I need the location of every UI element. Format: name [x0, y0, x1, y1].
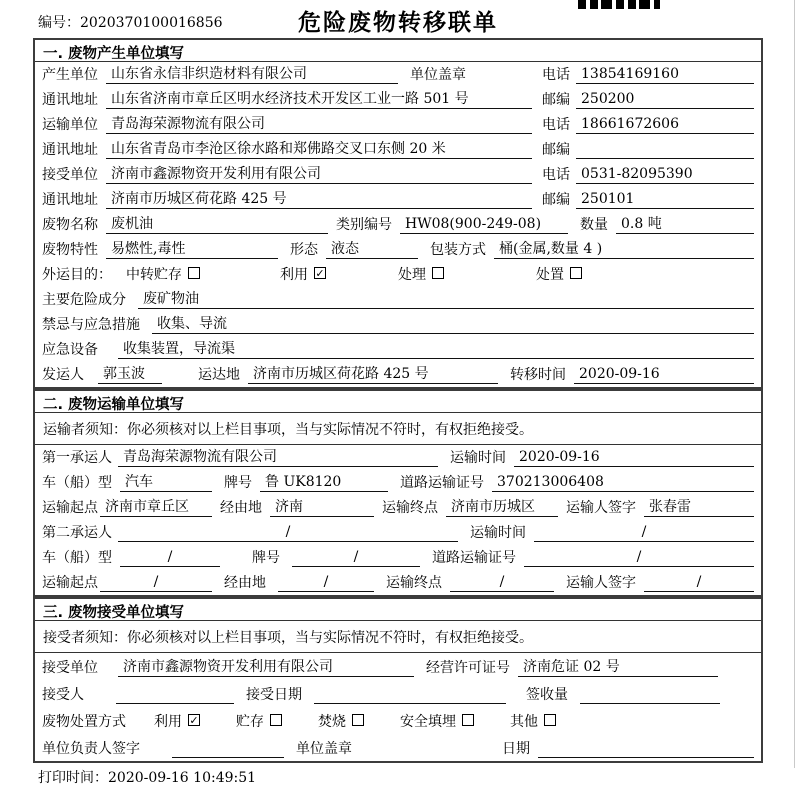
- option-label: 中转贮存: [126, 267, 182, 283]
- field-value: /: [534, 524, 754, 542]
- field-label: 形态: [290, 242, 318, 258]
- field-value: 0531-82095390: [576, 166, 754, 184]
- row-second-vehicle: [35, 545, 761, 570]
- option-treat: [398, 264, 444, 284]
- page-right-edge: [794, 0, 795, 768]
- field-label: 经由地: [220, 500, 262, 516]
- row-first-carrier: [35, 445, 761, 470]
- field-label: 签收量: [526, 687, 568, 703]
- option-store: [236, 711, 282, 731]
- field-value: 0.8 吨: [616, 213, 754, 234]
- field-label: 运达地: [198, 367, 240, 383]
- row-transport-address: [35, 137, 761, 162]
- field-label: 运输时间: [470, 525, 526, 541]
- field-value: 桶(金属,数量 4 ): [494, 238, 754, 259]
- row-waste-name: [35, 212, 761, 237]
- field-label: 牌号: [252, 550, 280, 566]
- receiver-notice: 接受者须知：你必须核对以上栏目事项，当与实际情况不符时，有权拒绝接受。: [35, 621, 761, 653]
- section-receiver-title: 三. 废物接受单位填写: [35, 599, 761, 621]
- row-emergency-measures: [35, 312, 761, 337]
- row-receive-unit: [35, 653, 761, 680]
- option-label: 处理: [398, 267, 426, 283]
- field-value: 2020-09-16: [514, 449, 754, 467]
- field-label: 通讯地址: [42, 142, 98, 158]
- field-label: 产生单位: [42, 67, 98, 83]
- field-value: 济南: [270, 496, 374, 517]
- row-shipper: [35, 362, 761, 387]
- option-utilize: [154, 711, 200, 731]
- page-title: 危险废物转移联单: [298, 10, 498, 36]
- option-label: 利用: [280, 267, 308, 283]
- section-producer: [33, 38, 763, 389]
- field-label: 电话: [542, 67, 570, 83]
- field-label: 通讯地址: [42, 92, 98, 108]
- field-value: 济南市鑫源物资开发利用有限公司: [106, 163, 532, 184]
- row-producer-unit: [35, 62, 761, 87]
- checkbox-icon: [188, 267, 200, 279]
- field-label: 日期: [502, 741, 530, 757]
- row-receive-person: [35, 680, 761, 707]
- print-time-line: [38, 767, 796, 787]
- field-label: 废物处置方式: [42, 714, 126, 730]
- row-receiver-address: [35, 187, 761, 212]
- field-label: 单位盖章: [410, 67, 466, 83]
- field-label: 经由地: [224, 575, 266, 591]
- field-label: 电话: [542, 117, 570, 133]
- field-value: 废机油: [106, 213, 328, 234]
- field-value: [172, 740, 284, 758]
- field-label: 牌号: [224, 475, 252, 491]
- field-value: 济南市鑫源物资开发利用有限公司: [118, 656, 414, 677]
- field-value: 青岛海荣源物流有限公司: [118, 446, 438, 467]
- field-value: 山东省青岛市李沧区徐水路和郑佛路交叉口东侧 20 米: [106, 138, 532, 159]
- document-header: [0, 0, 796, 38]
- field-value: /: [100, 574, 212, 592]
- row-second-carrier: [35, 520, 761, 545]
- field-label: 发运人: [42, 367, 84, 383]
- field-label: 运输终点: [382, 500, 438, 516]
- row-main-hazard: [35, 287, 761, 312]
- field-value: /: [292, 549, 420, 567]
- option-transfer-storage: [126, 264, 200, 284]
- field-label: 主要危险成分: [42, 292, 126, 308]
- field-value: /: [524, 549, 754, 567]
- checkbox-icon: [544, 714, 556, 726]
- option-landfill: [400, 711, 474, 731]
- option-label: 焚烧: [318, 714, 346, 730]
- serial-label: 编号：: [38, 15, 80, 31]
- field-label: 接受日期: [246, 687, 302, 703]
- field-label: 外运目的：: [42, 267, 112, 283]
- field-label: 运输时间: [450, 450, 506, 466]
- field-value: [116, 686, 234, 704]
- field-label: 运输人签字: [566, 575, 636, 591]
- field-value: /: [118, 524, 458, 542]
- row-second-route: [35, 570, 761, 595]
- field-label: 运输起点: [42, 500, 98, 516]
- row-emergency-equipment: [35, 337, 761, 362]
- row-receiver-unit: [35, 162, 761, 187]
- field-label: 车（船）型: [42, 475, 112, 491]
- field-value: /: [278, 574, 374, 592]
- field-value: 张春雷: [644, 496, 754, 517]
- section-transporter-title: 二. 废物运输单位填写: [35, 391, 761, 413]
- row-producer-address: [35, 87, 761, 112]
- row-first-route: [35, 495, 761, 520]
- field-label: 接受单位: [42, 660, 98, 676]
- field-value: 济南市章丘区: [100, 496, 212, 517]
- option-label: 利用: [154, 714, 182, 730]
- field-value: 汽车: [120, 471, 212, 492]
- field-value: 郭玉波: [98, 363, 162, 384]
- field-value: 山东省济南市章丘区明水经济技术开发区工业一路 501 号: [106, 88, 532, 109]
- field-label: 经营许可证号: [426, 660, 510, 676]
- transporter-notice: 运输者须知：你必须核对以上栏目事项，当与实际情况不符时，有权拒绝接受。: [35, 413, 761, 445]
- option-other: [510, 711, 556, 731]
- checkbox-icon: [352, 714, 364, 726]
- section-transporter: [33, 389, 763, 597]
- print-time-value: 2020-09-16 10:49:51: [108, 770, 257, 786]
- option-dispose: [536, 264, 582, 284]
- field-value: 250200: [576, 91, 754, 109]
- field-value: 收集装置，导流渠: [118, 338, 754, 359]
- checkbox-icon: [432, 267, 444, 279]
- field-label: 废物特性: [42, 242, 98, 258]
- field-value: 山东省永信非织造材料有限公司: [106, 63, 398, 84]
- field-label: 车（船）型: [42, 550, 112, 566]
- field-label: 邮编: [542, 142, 570, 158]
- field-label: 邮编: [542, 192, 570, 208]
- field-value: 250101: [576, 191, 754, 209]
- checkbox-checked-icon: ✓: [315, 266, 325, 280]
- field-value: 鲁 UK8120: [260, 471, 388, 492]
- checkbox-checked-icon: ✓: [189, 713, 199, 727]
- field-value: 13854169160: [576, 66, 754, 84]
- field-value: 370213006408: [492, 474, 754, 492]
- serial-value: 2020370100016856: [80, 15, 223, 31]
- field-label: 邮编: [542, 92, 570, 108]
- row-first-vehicle: [35, 470, 761, 495]
- field-value: 青岛海荣源物流有限公司: [106, 113, 532, 134]
- field-label: 电话: [542, 167, 570, 183]
- field-label: 接受人: [42, 687, 84, 703]
- field-value: [314, 686, 506, 704]
- field-label: 接受单位: [42, 167, 98, 183]
- checkbox-icon: [270, 714, 282, 726]
- option-label: 贮存: [236, 714, 264, 730]
- option-label: 处置: [536, 267, 564, 283]
- field-label: 运输起点: [42, 575, 98, 591]
- row-waste-character: [35, 237, 761, 262]
- option-incinerate: [318, 711, 364, 731]
- row-disposal-method: [35, 707, 761, 734]
- field-value: [538, 740, 754, 758]
- field-value: 济南市历城区荷花路 425 号: [248, 363, 498, 384]
- field-value: 济南市历城区: [446, 496, 558, 517]
- field-label: 第一承运人: [42, 450, 112, 466]
- section-receiver: [33, 597, 763, 763]
- field-value: HW08(900-249-08): [400, 216, 568, 234]
- field-label: 单位盖章: [296, 741, 352, 757]
- field-value: 济南危证 02 号: [518, 656, 718, 677]
- field-label: 废物名称: [42, 217, 98, 233]
- option-label: 其他: [510, 714, 538, 730]
- field-value: 废矿物油: [138, 288, 754, 309]
- field-value: /: [120, 549, 220, 567]
- field-label: 运输终点: [386, 575, 442, 591]
- field-value: [580, 686, 720, 704]
- checkbox-icon: [570, 267, 582, 279]
- field-label: 单位负责人签字: [42, 741, 140, 757]
- field-label: 道路运输证号: [400, 475, 484, 491]
- field-value: 液态: [326, 238, 418, 259]
- field-label: 通讯地址: [42, 192, 98, 208]
- row-transfer-purpose: [35, 262, 761, 287]
- qr-code-fragment-icon: [578, 0, 660, 9]
- field-value: 18661672606: [576, 116, 754, 134]
- field-label: 道路运输证号: [432, 550, 516, 566]
- field-label: 运输单位: [42, 117, 98, 133]
- field-value: /: [450, 574, 554, 592]
- field-label: 包装方式: [430, 242, 486, 258]
- field-label: 第二承运人: [42, 525, 112, 541]
- print-time-label: 打印时间：: [38, 770, 108, 786]
- field-value: 易燃性,毒性: [106, 238, 278, 259]
- field-label: 数量: [580, 217, 608, 233]
- row-responsible-signature: [35, 734, 761, 761]
- field-value: 收集、导流: [152, 313, 754, 334]
- option-utilize: [280, 264, 326, 284]
- field-label: 应急设备: [42, 342, 98, 358]
- checkbox-icon: [462, 714, 474, 726]
- field-label: 类别编号: [336, 217, 392, 233]
- field-value: 2020-09-16: [574, 366, 754, 384]
- section-producer-title: 一. 废物产生单位填写: [35, 40, 761, 62]
- field-label: 转移时间: [510, 367, 566, 383]
- field-value: 济南市历城区荷花路 425 号: [106, 188, 532, 209]
- field-value: [576, 141, 754, 159]
- field-label: 禁忌与应急措施: [42, 317, 140, 333]
- field-label: 运输人签字: [566, 500, 636, 516]
- row-transport-unit: [35, 112, 761, 137]
- option-label: 安全填埋: [400, 714, 456, 730]
- field-value: /: [644, 574, 754, 592]
